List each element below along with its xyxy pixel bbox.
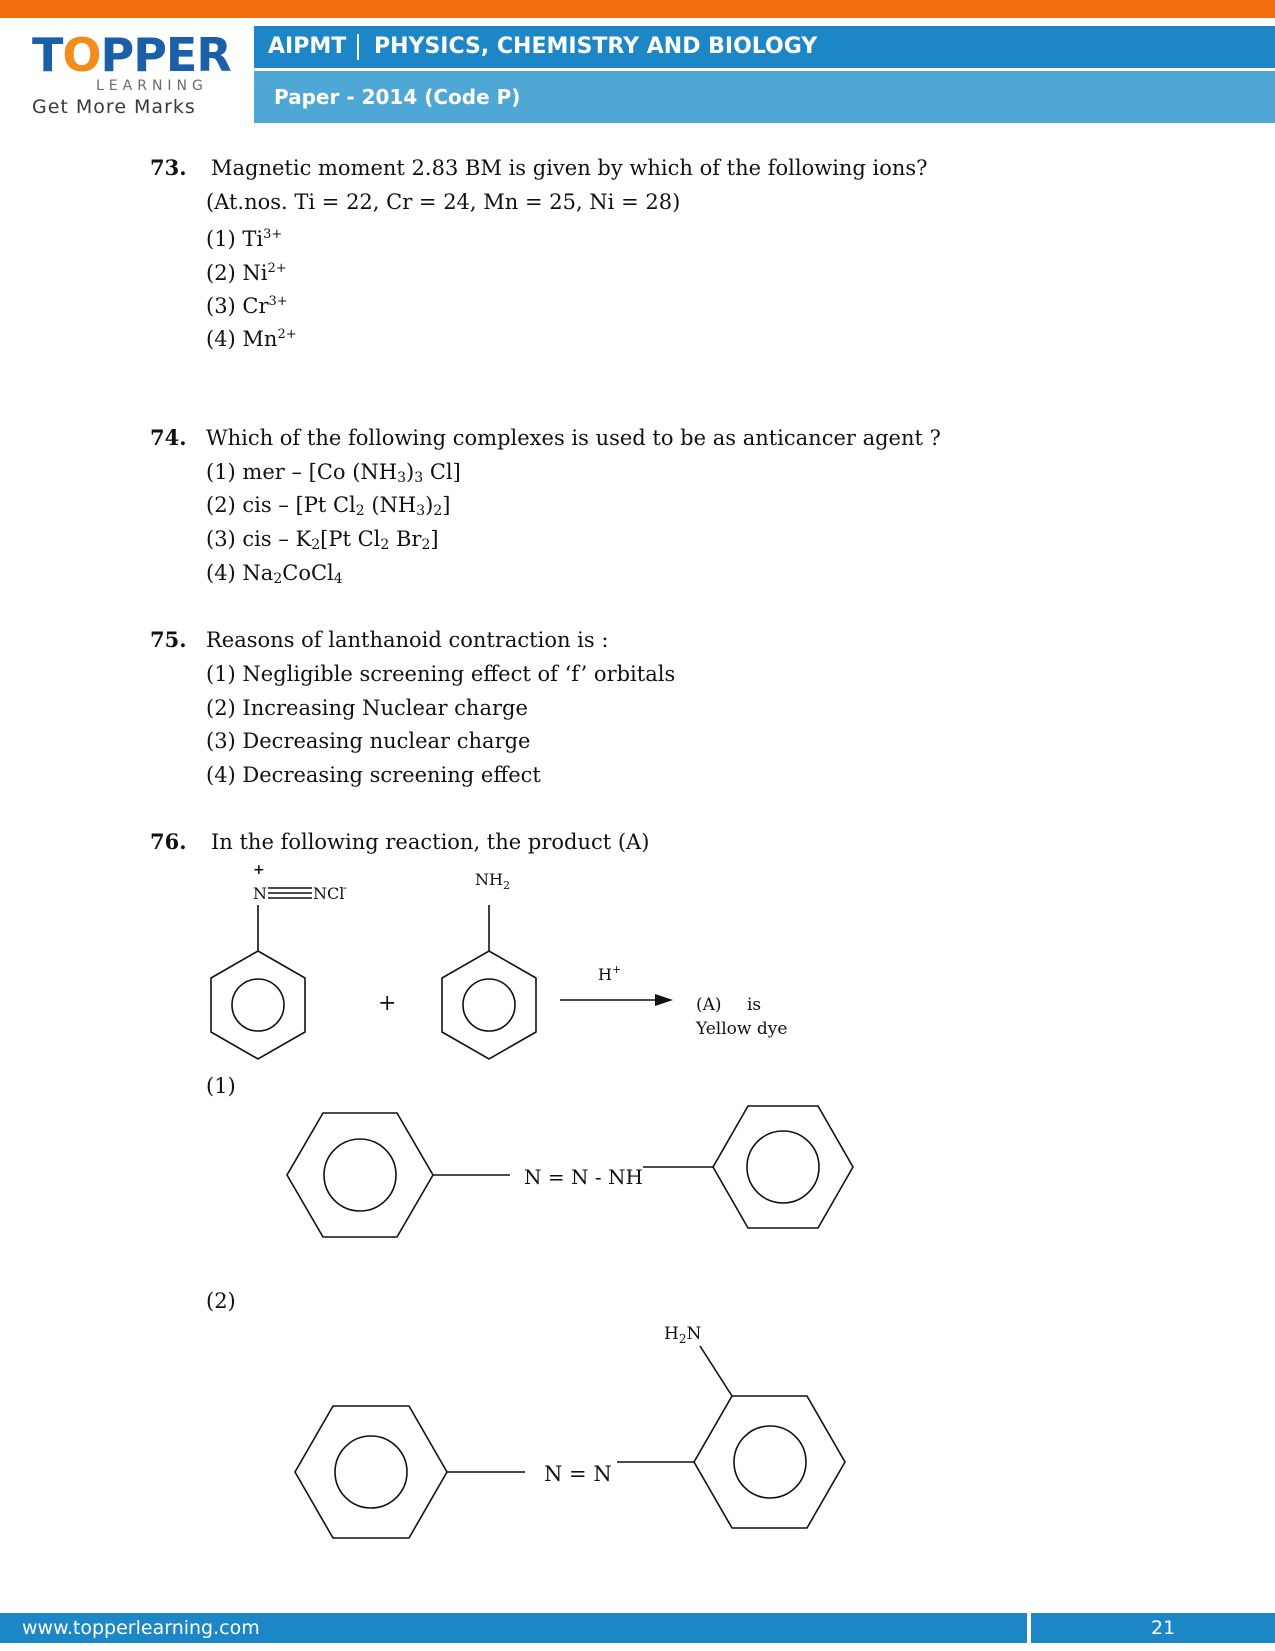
footer-bar <box>0 1613 1027 1643</box>
question-75-option-4: (4) Decreasing screening effect <box>206 763 541 787</box>
acid-catalyst-label: H+ <box>598 963 622 984</box>
reaction-plus-sign: + <box>378 991 397 1016</box>
product-is-label: is <box>747 995 762 1015</box>
diazonium-minus-charge: - <box>343 881 347 894</box>
option-2-amine-bond <box>700 1346 732 1396</box>
reaction-arrow-head <box>655 994 673 1006</box>
option-2-linker-label: N = N <box>544 1462 612 1486</box>
question-76-option-1-label: (1) <box>206 1074 236 1098</box>
question-75-text: Reasons of lanthanoid contraction is : <box>206 628 609 652</box>
diazonium-n-label: N <box>253 884 267 903</box>
product-a-label: (A) <box>696 995 722 1015</box>
question-73-option-3: (3) $Cr^{3+}$ <box>206 294 288 318</box>
option-1-right-ring <box>713 1106 853 1228</box>
question-75-option-3: (3) Decreasing nuclear charge <box>206 729 531 753</box>
footer-website-link[interactable]: www.topperlearning.com <box>22 1617 260 1639</box>
benzenediazonium-ring <box>211 951 305 1059</box>
aniline-nh2-label: $NH_2$ <box>475 870 510 892</box>
aniline-ring <box>442 951 536 1059</box>
logo-subtitle: LEARNING <box>96 78 208 94</box>
exam-name: AIPMT <box>268 34 347 59</box>
question-76-option-2-label: (2) <box>206 1289 236 1313</box>
question-74-option-4: (4) $Na_2CoCl_4$ <box>206 561 343 587</box>
question-74-option-1: (1) mer – [Co $(NH_3)_3$ Cl] <box>206 460 461 486</box>
diazonium-plus-charge: + <box>253 862 265 878</box>
subjects-title: PHYSICS, CHEMISTRY AND BIOLOGY <box>374 34 818 59</box>
question-73-option-4: (4) $Mn^{2+}$ <box>206 327 297 351</box>
question-75-option-2: (2) Increasing Nuclear charge <box>206 696 528 720</box>
product-description: Yellow dye <box>696 1019 788 1039</box>
diazo-triple-bond <box>268 888 312 898</box>
question-number-74: 74. <box>150 425 187 450</box>
option-2-left-ring <box>295 1406 447 1538</box>
question-number-76: 76. <box>150 829 187 854</box>
page-number: 21 <box>1151 1617 1176 1639</box>
logo-wordmark: TOPPER <box>32 28 231 82</box>
question-73-option-2: (2) $Ni^{2+}$ <box>206 261 287 285</box>
paper-title: Paper - 2014 (Code P) <box>274 85 521 109</box>
question-73-text: Magnetic moment 2.83 BM is given by which of the following ions? <box>211 156 928 180</box>
question-74-option-2: (2) cis – [Pt $Cl_2$ $(NH_3)_2$] <box>206 493 451 519</box>
option-2-amine-label: $H_2N$ <box>664 1324 702 1346</box>
diazonium-ncl-label: NCl <box>313 884 345 903</box>
footer-page-box <box>1031 1613 1275 1643</box>
option-2-right-ring <box>694 1396 845 1528</box>
question-73-note: (At.nos. Ti = 22, Cr = 24, Mn = 25, Ni = 28) <box>206 190 681 214</box>
question-74-option-3: (3) cis – $K_2[Pt$ $Cl_2$ $Br_2$] <box>206 527 439 553</box>
logo-tagline: Get More Marks <box>32 96 196 118</box>
question-76-text: In the following reaction, the product (A) <box>211 830 650 854</box>
question-number-73: 73. <box>150 155 187 180</box>
question-number-75: 75. <box>150 627 187 652</box>
question-73-option-1: (1) $Ti^{3+}$ <box>206 227 283 251</box>
option-1-left-ring <box>287 1113 433 1237</box>
option-1-linker-label: N = N - NH <box>524 1165 643 1189</box>
question-75-option-1: (1) Negligible screening effect of ‘f’ orbitals <box>206 662 676 686</box>
question-74-text: Which of the following complexes is used to be as anticancer agent ? <box>206 426 941 450</box>
